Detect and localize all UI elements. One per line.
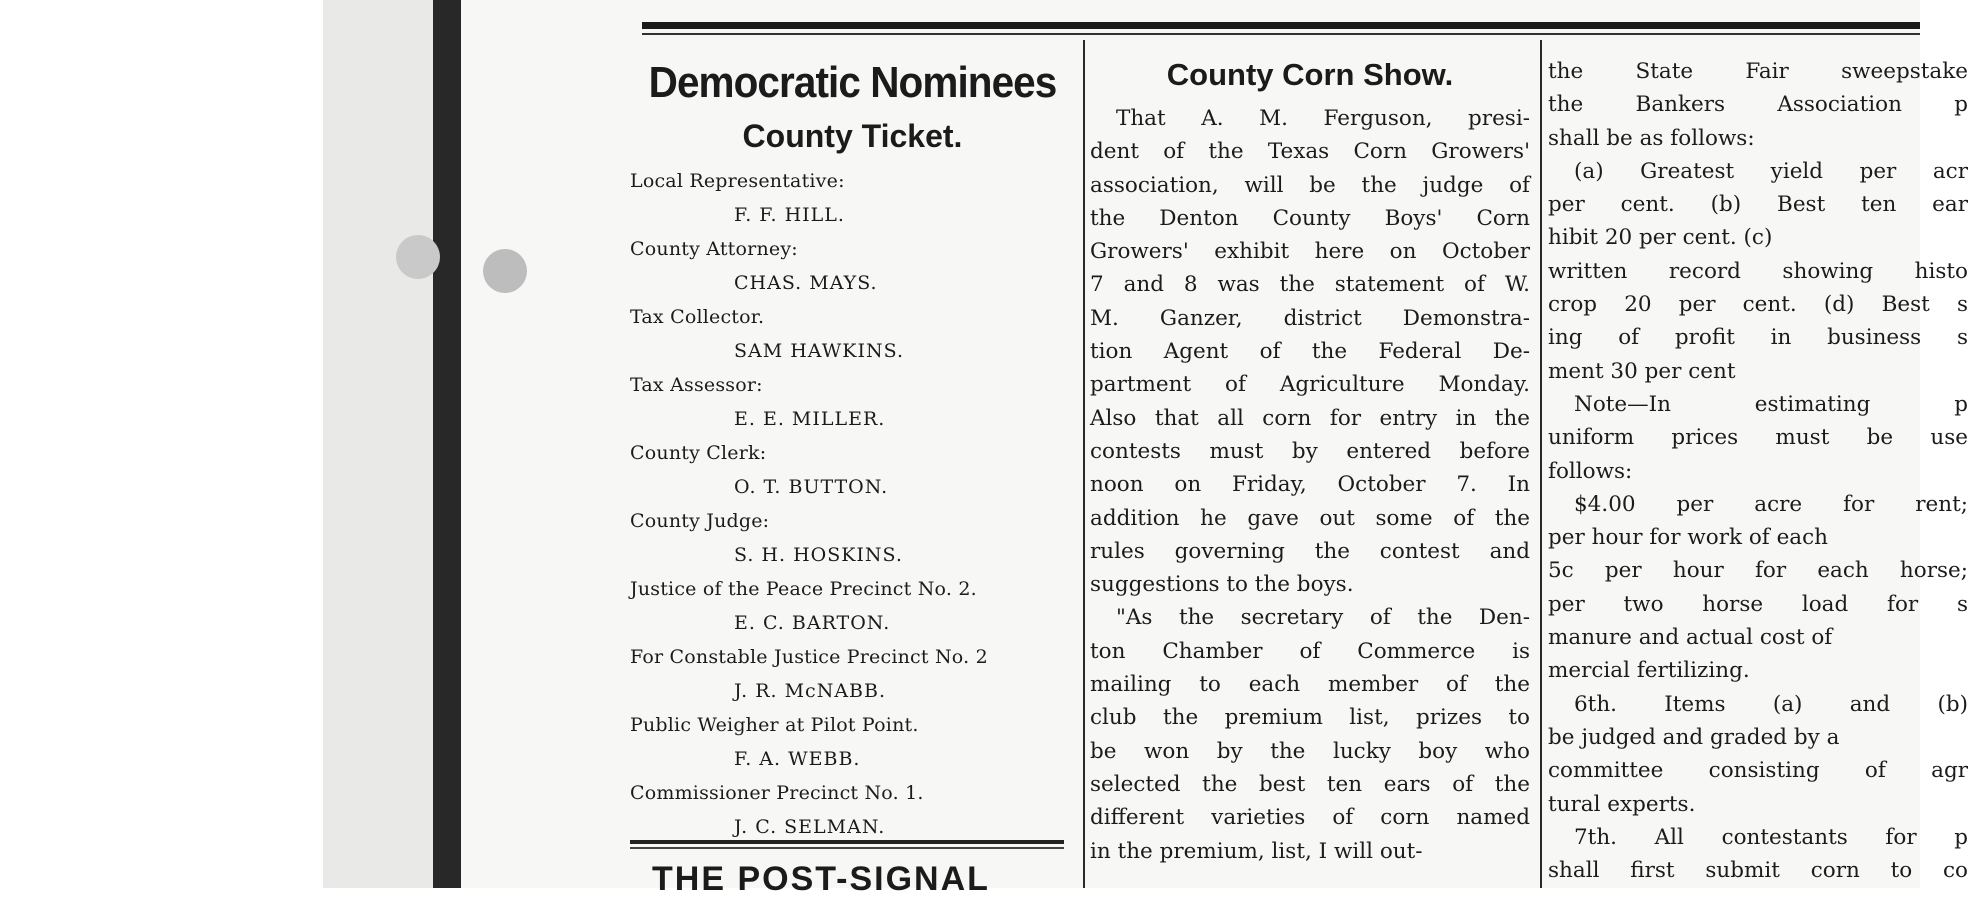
- offices-list: [630, 164, 1075, 844]
- corn-show-title: County Corn Show.: [1166, 57, 1454, 92]
- punch-hole: [483, 249, 527, 293]
- text-line: (a) Greatest yield per acr: [1574, 158, 1968, 184]
- office-label: Local Representative:: [630, 170, 845, 192]
- text-line: dent of the Texas Corn Growers': [1090, 139, 1530, 165]
- text-line: Growers' exhibit here on October: [1090, 239, 1530, 265]
- text-line: be won by the lucky boy who: [1090, 738, 1530, 764]
- text-line: club the premium list, prizes to: [1090, 705, 1530, 731]
- text-line: the Bankers Association p: [1548, 92, 1968, 118]
- text-line: Also that all corn for entry in the: [1090, 405, 1530, 431]
- text-line: per two horse load for s: [1548, 591, 1968, 617]
- office-label: County Judge:: [630, 510, 770, 532]
- text-line: "As the secretary of the Den-: [1116, 605, 1530, 631]
- text-line: ing of profit in business s: [1548, 325, 1968, 351]
- text-line: mailing to each member of the: [1090, 672, 1530, 698]
- text-line: written record showing histo: [1548, 258, 1968, 284]
- article-paragraph: [1090, 102, 1530, 601]
- text-line: per cent. (b) Best ten ear: [1548, 192, 1968, 218]
- text-line: suggestions to the boys.: [1090, 572, 1354, 598]
- rules-text: [1548, 55, 1968, 887]
- text-line: 5c per hour for each horse;: [1548, 558, 1968, 584]
- text-line: the Denton County Boys' Corn: [1090, 205, 1530, 231]
- text-line: uniform prices must be use: [1548, 425, 1968, 451]
- text-line: be judged and graded by a: [1548, 724, 1840, 750]
- column-divider: [1540, 40, 1542, 888]
- header-rule-thin: [642, 33, 1920, 35]
- text-line: $4.00 per acre for rent;: [1574, 491, 1968, 517]
- section-rule-thin: [630, 847, 1064, 849]
- text-line: the State Fair sweepstake: [1548, 59, 1968, 84]
- office-label: For Constable Justice Precinct No. 2: [630, 646, 988, 668]
- text-line: 7 and 8 was the statement of W.: [1090, 272, 1530, 298]
- office-label: Public Weigher at Pilot Point.: [630, 714, 919, 736]
- nominee-name: J. C. SELMAN.: [734, 816, 886, 838]
- nominee-name: E. C. BARTON.: [734, 612, 891, 634]
- text-line: hibit 20 per cent. (c): [1548, 225, 1773, 251]
- nominee-name: J. R. McNABB.: [734, 680, 887, 702]
- nominees-heading: Democratic Nominees: [648, 58, 1057, 107]
- text-line: addition he gave out some of the: [1090, 505, 1530, 531]
- text-line: contests must by entered before: [1090, 438, 1530, 464]
- nominee-name: F. F. HILL.: [734, 204, 845, 226]
- article-paragraph: [1090, 601, 1530, 867]
- text-line: That A. M. Ferguson, presi-: [1116, 106, 1530, 131]
- text-line: mercial fertilizing.: [1548, 658, 1750, 684]
- nominee-name: S. H. HOSKINS.: [734, 544, 903, 566]
- rules-column: [1548, 55, 1968, 887]
- nominees-column: [630, 50, 1075, 844]
- volume-binding-edge: [433, 0, 461, 888]
- nominee-name: O. T. BUTTON.: [734, 476, 889, 498]
- section-rule: [630, 840, 1064, 844]
- office-label: County Attorney:: [630, 238, 798, 260]
- post-signal-masthead: THE POST-SIGNAL: [652, 860, 990, 898]
- corn-show-column: [1090, 52, 1530, 868]
- text-line: M. Ganzer, district Demonstra-: [1090, 305, 1530, 331]
- text-line: noon on Friday, October 7. In: [1090, 472, 1530, 498]
- text-line: shall first submit corn to co: [1548, 858, 1968, 884]
- text-line: manure and actual cost of: [1548, 625, 1833, 651]
- nominee-name: SAM HAWKINS.: [734, 340, 904, 362]
- office-label: County Clerk:: [630, 442, 767, 464]
- column-divider: [1083, 40, 1085, 888]
- county-ticket-subheading: County Ticket.: [742, 118, 963, 154]
- text-line: per hour for work of each: [1548, 525, 1829, 551]
- text-line: ton Chamber of Commerce is: [1090, 638, 1530, 664]
- text-line: committee consisting of agr: [1548, 758, 1968, 784]
- text-line: tural experts.: [1548, 791, 1696, 817]
- text-line: partment of Agriculture Monday.: [1090, 372, 1530, 398]
- punch-hole: [396, 235, 440, 279]
- text-line: crop 20 per cent. (d) Best s: [1548, 292, 1968, 318]
- text-line: different varieties of corn named: [1090, 805, 1530, 831]
- text-line: 6th. Items (a) and (b): [1574, 691, 1968, 717]
- nominee-name: CHAS. MAYS.: [734, 272, 878, 294]
- text-line: Note—In estimating p: [1574, 391, 1968, 417]
- nominee-name: F. A. WEBB.: [734, 748, 861, 770]
- office-label: Commissioner Precinct No. 1.: [630, 782, 924, 804]
- text-line: shall be as follows:: [1548, 125, 1755, 151]
- header-rule: [642, 22, 1920, 29]
- text-line: 7th. All contestants for p: [1574, 824, 1968, 850]
- nominee-name: E. E. MILLER.: [734, 408, 886, 430]
- office-label: Justice of the Peace Precinct No. 2.: [630, 578, 977, 600]
- text-line: in the premium, list, I will out-: [1090, 838, 1423, 864]
- text-line: follows:: [1548, 458, 1633, 484]
- text-line: association, will be the judge of: [1090, 172, 1530, 198]
- office-label: Tax Assessor:: [630, 374, 763, 396]
- text-line: selected the best ten ears of the: [1090, 771, 1530, 797]
- office-label: Tax Collector.: [630, 306, 765, 328]
- text-line: ment 30 per cent: [1548, 358, 1736, 384]
- text-line: rules governing the contest and: [1090, 538, 1530, 564]
- text-line: tion Agent of the Federal De-: [1090, 339, 1530, 365]
